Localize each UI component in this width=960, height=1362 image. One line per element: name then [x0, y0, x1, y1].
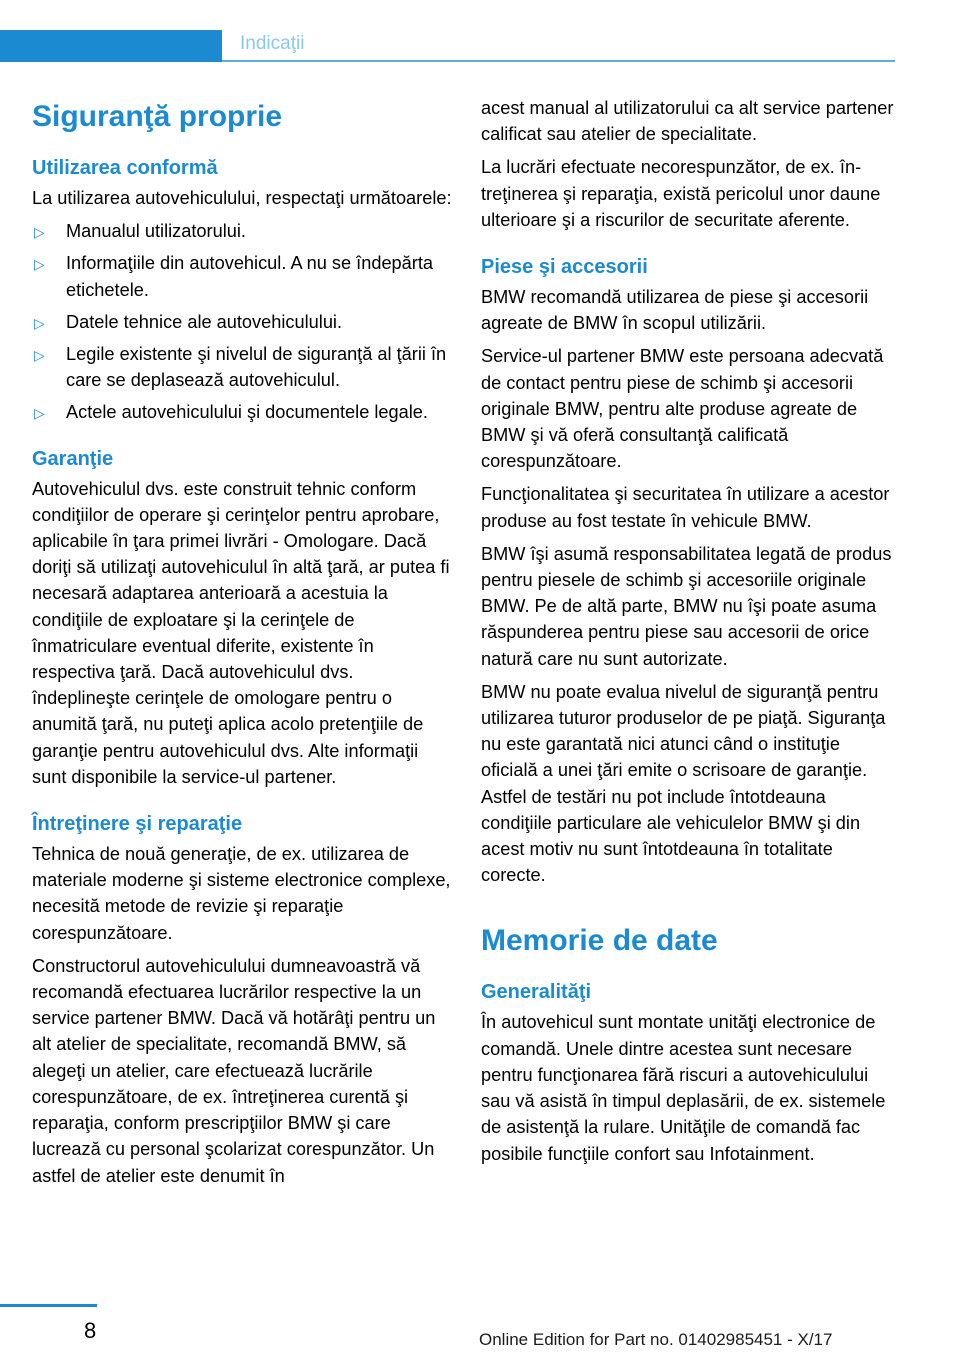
subheading-intended-use: Utilizarea conformă	[32, 157, 218, 179]
triangle-bullet-icon: ▷	[34, 314, 45, 331]
list-item: ▷ Legile existente şi nivelul de siguranţă al ţării în care se deplasează autovehiculul.	[34, 344, 447, 391]
section-heading-personal-safety: Siguranţă proprie	[32, 100, 283, 133]
triangle-bullet-icon: ▷	[34, 224, 45, 241]
paragraph: Tehnica de nouă generaţie, de ex. utilizarea de materiale moderne şi sisteme electronice complexe, necesită metode de revizie şi reparaţie corespunzătoare.	[32, 844, 451, 943]
paragraph: acest manual al utilizatorului ca alt service partener calificat sau atelier de specialitate.	[481, 98, 894, 145]
list-item: ▷ Actele autovehiculului şi documentele legale.	[32, 399, 452, 425]
paragraph: În autovehicul sunt montate unităţi electronice de comandă. Unele dintre acestea sunt necesare pentru funcţionarea fără riscuri a autovehiculului sau vă asistă în timpul deplasării, de ex. sistemele de asistenţă la rulare. Unităţile de comandă fac posibile funcţiile confort sau Infotainment.	[481, 1012, 886, 1164]
page-number: 8	[84, 1318, 97, 1343]
footer-rule	[0, 1304, 97, 1307]
subheading-maintenance-repair: Întreţinere şi reparaţie	[32, 813, 243, 836]
header-accent-bar	[0, 30, 222, 62]
paragraph: BMW recomandă utilizarea de piese şi accesorii agreate de BMW în scopul utilizării.	[481, 287, 869, 334]
paragraph: La utilizarea autovehiculului, respectaţi următoarele:	[32, 188, 452, 208]
list-item: ▷ Informaţiile din autovehicul. A nu se îndepărta etichetele.	[34, 253, 434, 300]
subheading-warranty: Garanţie	[32, 447, 114, 470]
chapter-title: Indicaţii	[240, 33, 305, 54]
subheading-parts-accessories: Piese şi accesorii	[481, 256, 648, 279]
triangle-bullet-icon: ▷	[34, 347, 45, 364]
list-item: ▷ Manualul utilizatorului.	[32, 218, 452, 244]
left-column	[32, 95, 452, 1196]
paragraph: BMW îşi asumă responsabilitatea legată de produs pentru piesele de schimb şi accesoriile originale BMW. Pe de altă parte, BMW nu îşi poate asuma răspunderea pentru piese sau accesorii de orice natură care nu sunt autorizate.	[481, 543, 892, 669]
subheading-general: Generalităţi	[481, 981, 592, 1004]
paragraph: Autovehiculul dvs. este construit tehnic conform condiţiilor de operare şi cerinţelor pentru aprobare, aplicabile în ţara primei livrări - Omologare. Dacă doriţi să utilizaţi autovehiculul în altă ţară, ar putea fi necesară adaptarea anterioară a acestuia la condiţiile de exploatare şi la cerinţele de înmatriculare eventual diferite, existente în respectiva ţară. Dacă autovehiculul dvs. îndeplineşte cerinţele de omologare pentru o anumită ţară, nu puteţi aplica acolo pretenţiile de garanţie pentru autovehiculul dvs. Alte informaţii sunt disponibile la service-ul partener.	[32, 478, 450, 787]
paragraph: Funcţionalitatea şi securitatea în utilizare a acestor produse au fost testate în vehicule BMW.	[481, 484, 890, 531]
bullet-list	[32, 218, 452, 425]
paragraph: BMW nu poate evalua nivelul de siguranţă pentru utilizarea tuturor produselor de pe piaţă. Siguranţa nu este garantată nici atunci când o instituţie oficială a unei ţări emite o scrisoare de garanţie. Astfel de testări nu pot include întotdeauna condiţiile particulare ale vehiculelor BMW şi din acest motiv nu sunt întotdeauna în totalitate corecte.	[481, 681, 886, 886]
paragraph: La lucrări efectuate necorespunzător, de ex. întreţinerea şi reparaţia, există pericolul unor daune ulterioare şi a riscurilor de securitate aferente.	[481, 157, 881, 230]
header-rule	[222, 60, 895, 62]
right-column	[481, 95, 901, 1174]
section-heading-data-memory: Memorie de date	[481, 924, 718, 958]
paragraph: Service-ul partener BMW este persoana adecvată de contact pentru piese de schimb şi accesorii originale BMW, pentru alte produse agreate de BMW şi vă oferă consultanţă calificată corespunzătoare.	[481, 346, 884, 472]
triangle-bullet-icon: ▷	[34, 405, 45, 422]
paragraph: Constructorul autovehiculului dumneavoastră vă recomandă efectuarea lucrărilor respective la un service partener BMW. Dacă vă hotărâţi pentru un alt atelier de specialitate, recomandă BMW, să alegeţi un atelier, care efectuează lucrările corespunzătoare, de ex. întreţinerea curentă şi reparaţia, conform prescripţiilor BMW şi care lucrează cu personal şcolarizat corespunzător. Un astfel de atelier este denumit în	[32, 955, 436, 1186]
triangle-bullet-icon: ▷	[34, 256, 45, 273]
edition-note: Online Edition for Part no. 01402985451 - X/17	[479, 1330, 833, 1349]
list-item: ▷ Datele tehnice ale autovehiculului.	[32, 309, 452, 335]
